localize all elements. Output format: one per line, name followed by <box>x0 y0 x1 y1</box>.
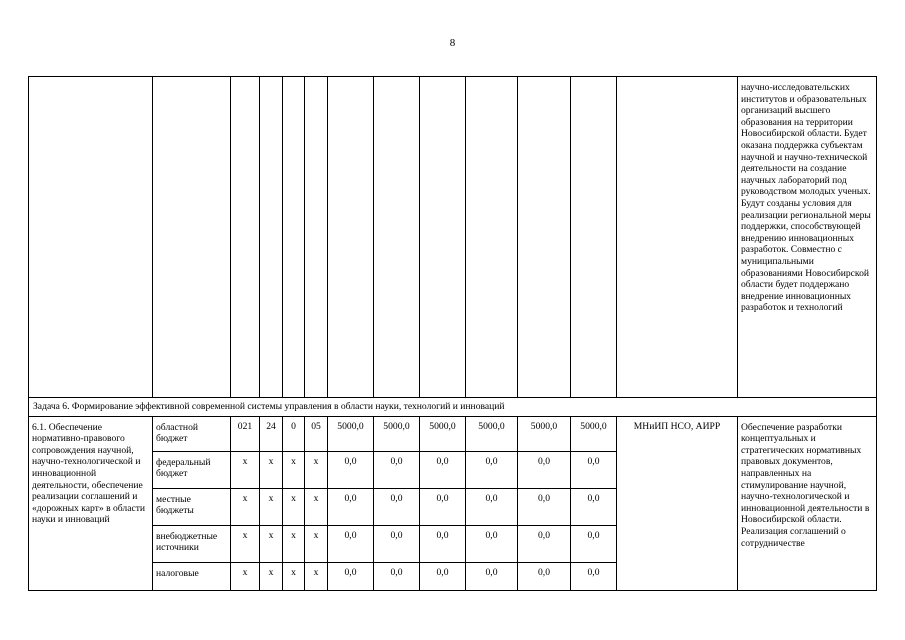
continuation-text: научно-исследовательских институтов и образовательных организаций высшего образования на территории Новосибирской области. Будет оказана поддержка субъектам научной и научно-технической деятельности на создание научных лабораторий под руководством молодых ученых. Будут созданы условия для реализации региональной меры поддержки, способствующей внедрению инновационных разработок. Совместно с муниципальными образованиями Новосибирской области будет поддержано внедрение инновационных разработок и технологий <box>738 77 877 398</box>
code-cell: х <box>305 525 328 562</box>
code-cell: х <box>305 451 328 488</box>
value-cell: 0,0 <box>571 451 617 488</box>
empty-cell <box>260 77 283 398</box>
measure-row <box>29 416 877 451</box>
value-cell: 5000,0 <box>328 416 374 451</box>
code-cell: х <box>260 488 283 525</box>
empty-cell <box>283 77 305 398</box>
value-cell: 5000,0 <box>466 416 518 451</box>
value-cell: 0,0 <box>374 562 420 590</box>
value-cell: 5000,0 <box>518 416 571 451</box>
code-cell: х <box>231 562 260 590</box>
program-table <box>28 76 877 591</box>
empty-cell <box>420 77 466 398</box>
expected-result: Обеспечение разработки концептуальных и стратегических нормативных правовых документов, направленных на стимулирование научной, научно-технологической и инновационной деятельности в Новосибирской области. Реализация соглашений о сотрудничестве <box>738 416 877 590</box>
task-title: Задача 6. Формирование эффективной современной системы управления в области науки, технологий и инноваций <box>29 398 877 417</box>
code-cell: х <box>283 488 305 525</box>
value-cell: 5000,0 <box>420 416 466 451</box>
value-cell: 0,0 <box>571 488 617 525</box>
value-cell: 5000,0 <box>374 416 420 451</box>
value-cell: 0,0 <box>420 525 466 562</box>
funding-source: налоговые <box>153 562 231 590</box>
code-cell: 05 <box>305 416 328 451</box>
empty-cell <box>328 77 374 398</box>
measure-name: 6.1. Обеспечение нормативно-правового сопровождения научной, научно-технологической и инновационной деятельности, обеспечение реализации соглашений и «дорожных карт» в области науки и инноваций <box>29 416 153 590</box>
code-cell: х <box>283 525 305 562</box>
code-cell: 021 <box>231 416 260 451</box>
value-cell: 0,0 <box>518 525 571 562</box>
continuation-row <box>29 77 877 398</box>
page-number: 8 <box>449 37 456 49</box>
value-cell: 0,0 <box>466 451 518 488</box>
value-cell: 0,0 <box>328 525 374 562</box>
funding-source: федеральный бюджет <box>153 451 231 488</box>
task-row <box>29 398 877 417</box>
code-cell: х <box>283 451 305 488</box>
empty-cell <box>153 77 231 398</box>
value-cell: 0,0 <box>374 451 420 488</box>
funding-source: внебюджетные источники <box>153 525 231 562</box>
empty-cell <box>29 77 153 398</box>
value-cell: 5000,0 <box>571 416 617 451</box>
value-cell: 0,0 <box>571 525 617 562</box>
value-cell: 0,0 <box>420 451 466 488</box>
value-cell: 0,0 <box>328 562 374 590</box>
executor: МНиИП НСО, АИРР <box>617 416 738 590</box>
empty-cell <box>231 77 260 398</box>
value-cell: 0,0 <box>420 562 466 590</box>
code-cell: х <box>231 488 260 525</box>
value-cell: 0,0 <box>518 488 571 525</box>
value-cell: 0,0 <box>420 488 466 525</box>
empty-cell <box>466 77 518 398</box>
empty-cell <box>571 77 617 398</box>
value-cell: 0,0 <box>466 488 518 525</box>
funding-source: местные бюджеты <box>153 488 231 525</box>
code-cell: х <box>305 488 328 525</box>
funding-source: областной бюджет <box>153 416 231 451</box>
code-cell: х <box>231 451 260 488</box>
value-cell: 0,0 <box>466 525 518 562</box>
code-cell: х <box>305 562 328 590</box>
empty-cell <box>305 77 328 398</box>
empty-cell <box>518 77 571 398</box>
code-cell: 0 <box>283 416 305 451</box>
value-cell: 0,0 <box>466 562 518 590</box>
code-cell: 24 <box>260 416 283 451</box>
value-cell: 0,0 <box>328 488 374 525</box>
code-cell: х <box>283 562 305 590</box>
value-cell: 0,0 <box>571 562 617 590</box>
empty-cell <box>374 77 420 398</box>
value-cell: 0,0 <box>374 488 420 525</box>
value-cell: 0,0 <box>518 562 571 590</box>
code-cell: х <box>231 525 260 562</box>
value-cell: 0,0 <box>374 525 420 562</box>
code-cell: х <box>260 525 283 562</box>
code-cell: х <box>260 562 283 590</box>
value-cell: 0,0 <box>328 451 374 488</box>
value-cell: 0,0 <box>518 451 571 488</box>
empty-cell <box>617 77 738 398</box>
code-cell: х <box>260 451 283 488</box>
